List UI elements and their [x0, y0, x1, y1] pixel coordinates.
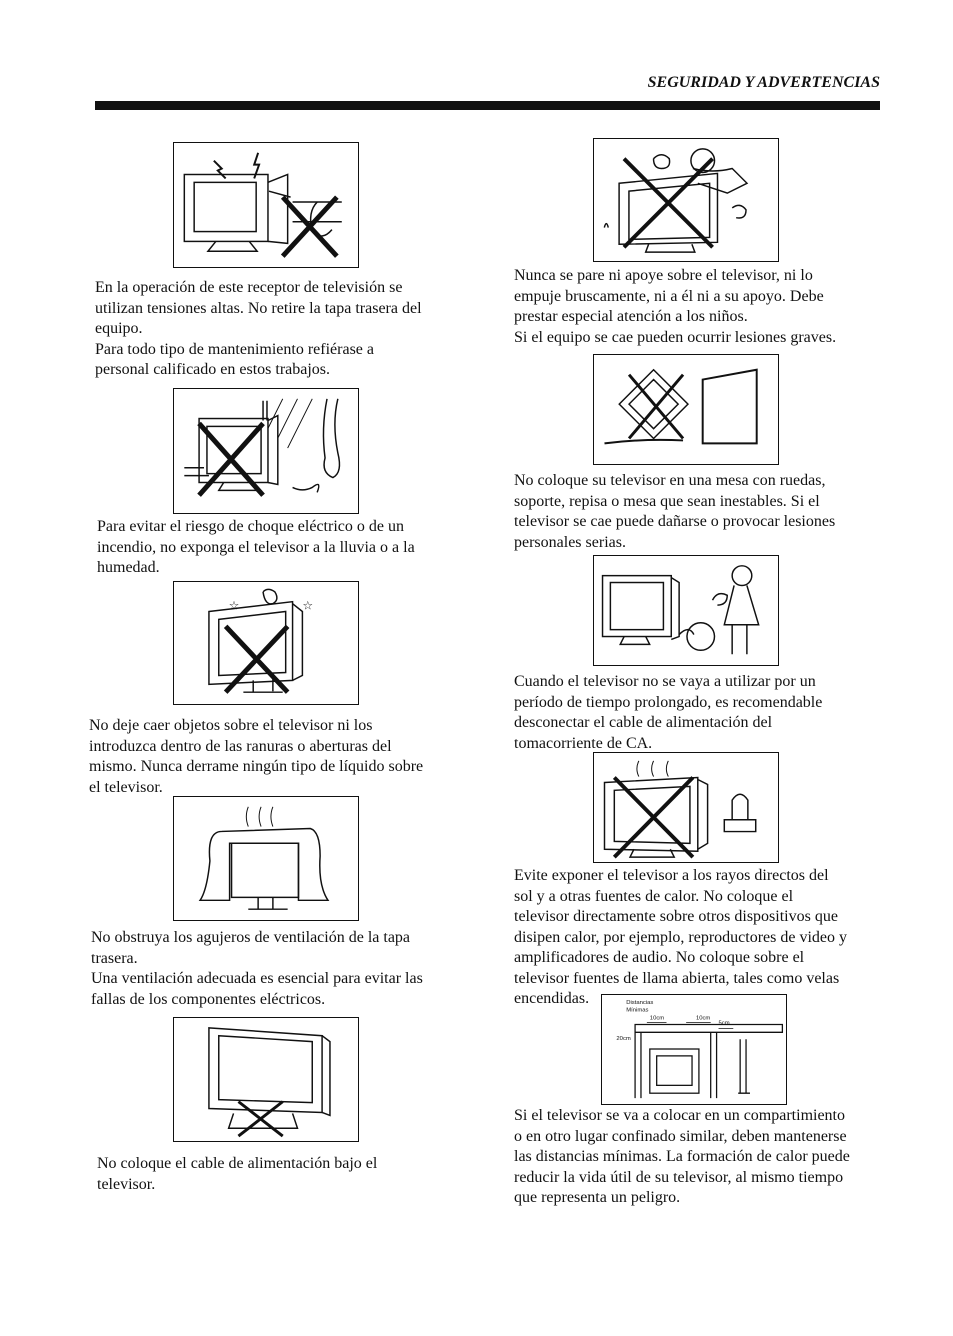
- text-block: Para evitar el riesgo de choque eléctrico o de un incendio, no exponga el televisor a la lluvia o a la humedad.: [97, 518, 415, 576]
- text-block: No deje caer objetos sobre el televisor ni los introduzca dentro de las ranuras o aberturas del mismo. Nunca derrame ningún tipo de líquido sobre el televisor.: [89, 717, 424, 796]
- svg-text:☆: ☆: [228, 598, 240, 613]
- tv-covered-ventilation-icon: [173, 796, 359, 921]
- text-block: No obstruya los agujeros de ventilación de la tapa trasera. Una ventilación adecuada es esencial para evitar las fallas de los componentes eléctricos.: [91, 929, 423, 1008]
- diagram-label: 5cm: [718, 1020, 730, 1027]
- diagram-label: 10cm: [695, 1015, 711, 1022]
- text-block: Nunca se pare ni apoye sobre el televisor, ni lo empuje bruscamente, ni a él ni a su apoyo. Debe prestar especial atención a los niños. Si el equipo se cae pueden ocurrir lesiones graves.: [514, 267, 837, 346]
- text-block: Cuando el televisor no se vaya a utilizar por un período de tiempo prolongado, es recomendable desconectar el cable de alimentación del tomacorriente de CA.: [514, 673, 823, 752]
- tv-unplug-icon: [593, 555, 779, 666]
- text-block: No coloque el cable de alimentación bajo el televisor.: [97, 1155, 378, 1193]
- tv-objects-liquids-icon: [173, 581, 359, 705]
- header-rule: [95, 101, 880, 110]
- tv-minimum-distances-icon: [601, 994, 787, 1105]
- tv-rain-icon: [173, 388, 359, 514]
- diagram-label: 20cm: [616, 1036, 631, 1043]
- text-block: No coloque su televisor en una mesa con ruedas, soporte, repisa o mesa que sean inestables. Si el televisor se cae puede dañarse o provocar lesiones personales serias.: [514, 472, 836, 551]
- tv-power-cable-icon: [173, 1017, 359, 1142]
- svg-text:☆: ☆: [302, 598, 313, 613]
- diagram-label: 10cm: [649, 1015, 665, 1022]
- text-block: Si el televisor se va a colocar en un compartimiento o en otro lugar confinado similar, deben mantenerse las distancias mínimas. La formación de calor puede reducir la vida útil de su televisor, al mismo tiempo que representa un peligro.: [514, 1107, 850, 1206]
- tv-unstable-stand-icon: [593, 354, 779, 465]
- tv-child-climbing-icon: [593, 138, 779, 262]
- text-block: Evite exponer el televisor a los rayos directos del sol y a otras fuentes de calor. No coloque el televisor directamente sobre otros dispositivos que disipen calor, por ejemplo, reproductores de video y amplificadores de audio. No coloque sobre el televisor fuentes de llama abierta, tales como velas encendidas.: [514, 867, 848, 1007]
- diagram-label: Distancias: [626, 999, 654, 1006]
- tv-heat-source-icon: [593, 752, 779, 863]
- diagram-label: Mínimas: [626, 1007, 649, 1014]
- text-block: En la operación de este receptor de televisión se utilizan tensiones altas. No retire la tapa trasera del equipo. Para todo tipo de mantenimiento refiérase a personal calificado en estos trabajos.: [95, 279, 422, 378]
- section-title: SEGURIDAD Y ADVERTENCIAS: [647, 74, 880, 91]
- tv-high-voltage-icon: [173, 142, 359, 268]
